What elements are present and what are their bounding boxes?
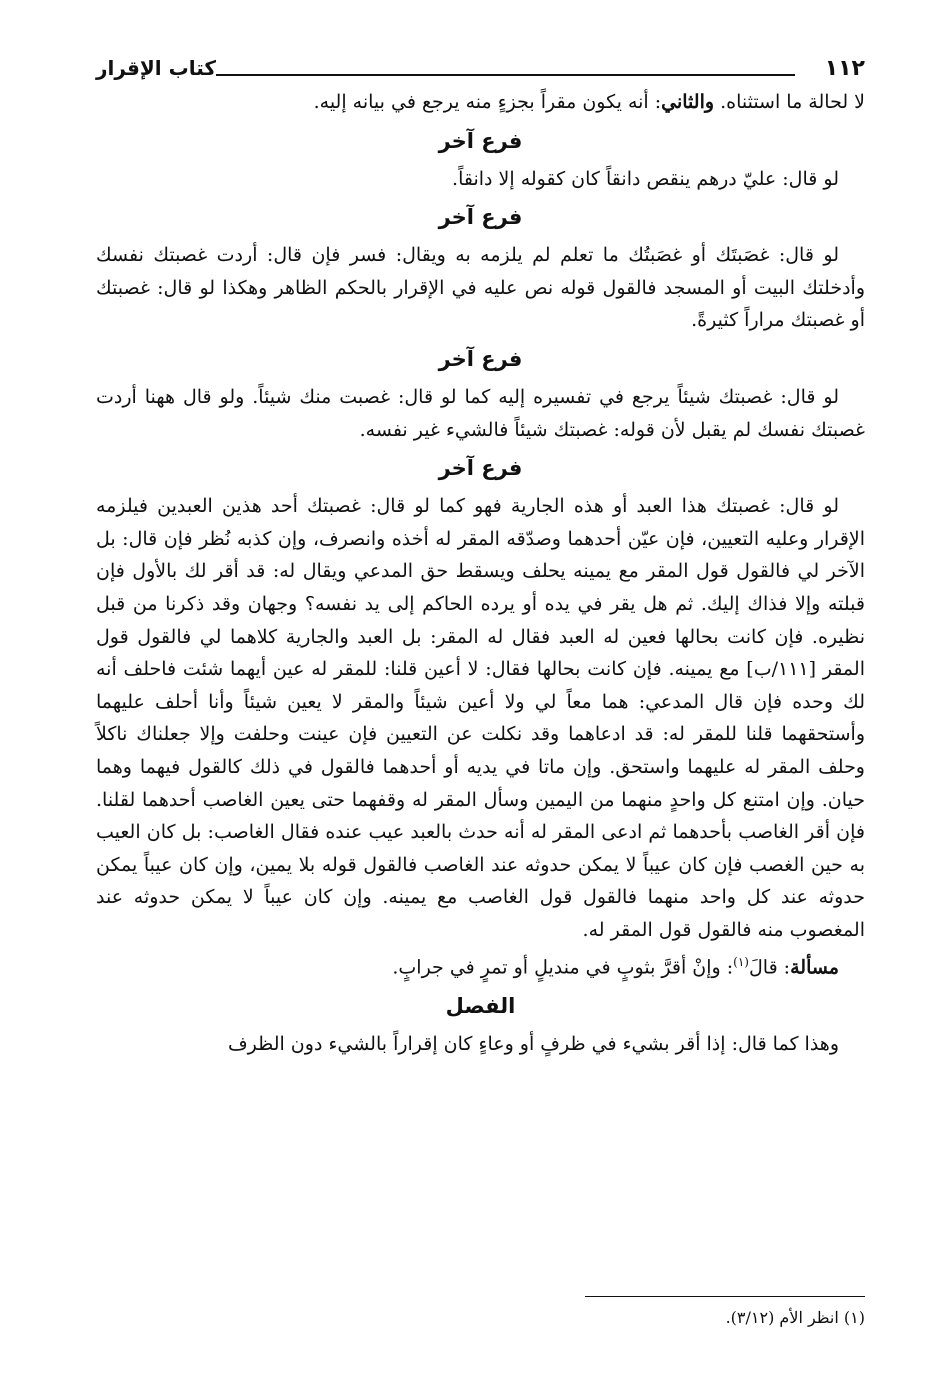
page-number: ١١٢ [824,56,865,81]
masala-intro: : قالَ [748,956,791,979]
paragraph-4: لو قال: غصبتك شيئاً يرجع في تفسيره إليه كما لو قال: غصبت منك شيئاً. ولو قال ههنا أردت غصبتك نفسك لم يقبل لأن قوله: غصبتك شيئاً فالشيء غير نفسه. [96,385,865,441]
paragraph-6: وهذا كما قال: إذا أقر بشيء في ظرفٍ أو وعاءٍ كان إقراراً بالشيء دون الظرف [227,1033,839,1056]
body-text [96,86,865,1061]
paragraph-1-start: لا لحالة ما استثناه. [720,91,865,113]
header-rule [216,74,795,76]
footnote-reference: (١) [733,955,749,970]
footnote: (١) انظر الأم (٣/١٢). [725,1308,865,1327]
section-heading-1: فرع آخر [438,128,523,153]
paragraph-1-end: : أنه يكون مقراً بجزءٍ منه يرجع في بيانه إليه. [313,91,662,113]
section-heading-4: فرع آخر [438,456,523,481]
footnote-divider [585,1296,865,1297]
paragraph-3: لو قال: غصَبتَك أو غصَبتُك ما تعلم لم يلزمه به ويقال: فسر فإن قال: أردت غصبتك نفسك وأدخلتك البيت أو المسجد فالقول قوله نص عليه في الإقرار بالحكم الظاهر وهكذا لو قال: غصبتك أو غصبتك مراراً كثيرةً. [96,244,865,332]
document-page [96,50,865,1061]
section-heading-5: الفصل [445,994,516,1019]
paragraph-2: لو قال: عليّ درهم ينقص دانقاً كان كقوله إلا دانقاً. [452,167,839,190]
running-header [96,50,865,86]
section-heading-3: فرع آخر [438,346,523,371]
masala-paragraph [96,946,865,984]
masala-label: مسألة [790,956,839,979]
section-heading-2: فرع آخر [438,205,523,230]
paragraph-5: لو قال: غصبتك هذا العبد أو هذه الجارية فهو كما لو قال: غصبتك أحد هذين العبدين فيلزمه الإقرار وعليه التعيين، فإن عيّن أحدهما وصدّقه المقر له أخذه وانصرف، وإن كذبه نُظر فإن قال: بل الآخر لي فالقول قول المقر مع يمينه يحلف ويسقط حق المدعي ويقال له: قد أقر لك بالأول فإن قبلته وإلا فذاك إليك. ثم هل يقر في يده أو يرده الحاكم إلى يد نفسه؟ وجهان وقد ذكرنا من قبل نظيره. فإن كانت بحالها فعين له العبد فقال له المقر: بل العبد والجارية كلاهما لي فالقول قول المقر [١١١/ب] مع يمينه. فإن كانت بحالها فقال: لا أعين قلنا: للمقر له عين أيهما شئت فاحلف أنه لك وحده فإن قال المدعي: هما معاً لي ولا أعين شيئاً والمقر لا يعين شيئاً وأنا أحلف عليهما وأستحقهما قلنا للمقر له: قد ادعاهما وقد نكلت عن التعيين فإن عينت وحلفت وإلا جعلناك ناكلاً وحلف المقر له عليهما واستحق. وإن ماتا في يديه أو أحدهما فالقول في ذلك كالقول فيهما وهما حيان. وإن امتنع كل واحدٍ منهما من اليمين وسأل المقر له وقفهما حتى يعين الغاصب أحدهما لقلنا. فإن أقر الغاصب بأحدهما ثم ادعى المقر له أنه حدث بالعبد عيب عنده فقال الغاصب: بل كان العيب به حين الغصب فإن كان عيباً لا يمكن حدوثه عند الغاصب فالقول قوله بلا يمين، وإن كان عيباً يمكن حدوثه عند كل واحد منهما فالقول قول الغاصب مع يمينه. وإن كان عيباً لا يمكن حدوثه عند المغصوب منه فالقول قول المقر له. [96,495,865,941]
paragraph-1 [96,86,865,119]
emphasis-second: والثاني [661,91,715,113]
masala-text: : وإنْ أقرَّ بثوبٍ في منديلٍ أو تمرٍ في جرابٍ. [392,956,734,979]
book-title: كتاب الإقرار [96,56,217,80]
